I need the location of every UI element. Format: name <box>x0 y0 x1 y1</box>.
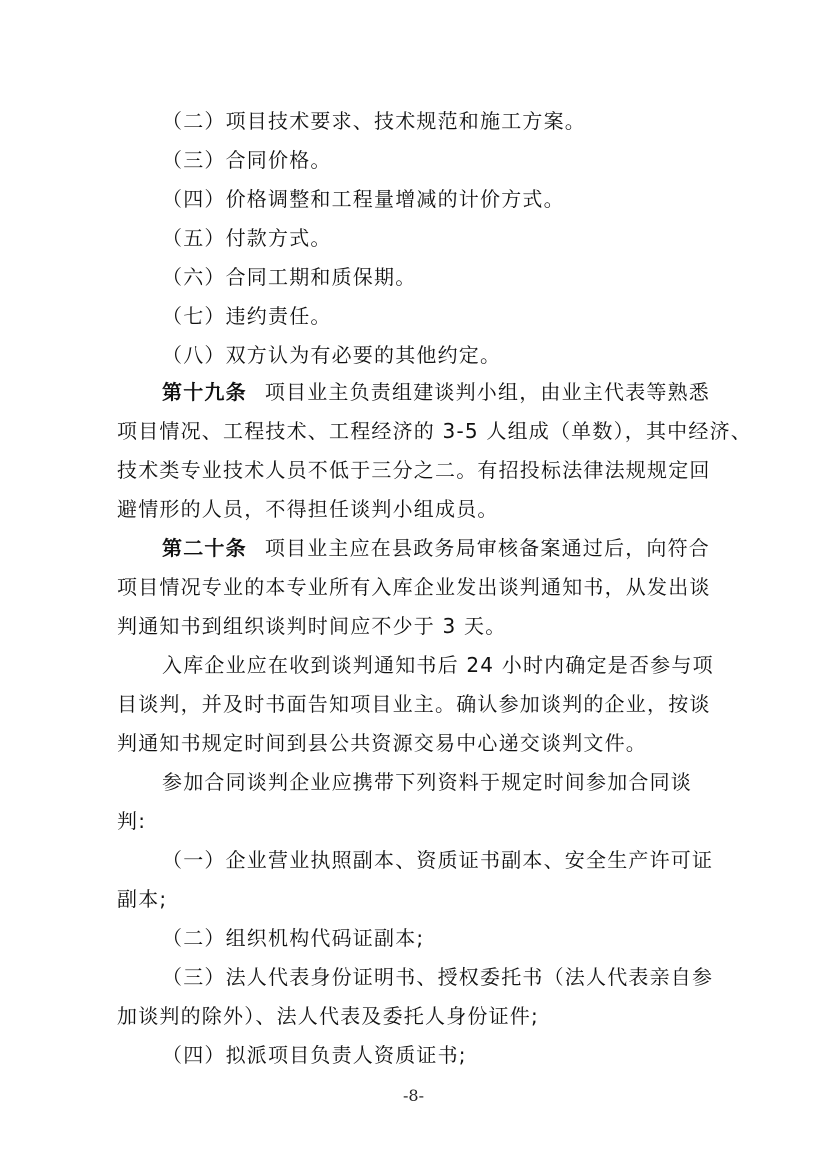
article-19-heading: 第十九条 <box>162 380 247 404</box>
list-item: （三）合同价格。 <box>162 148 332 172</box>
list-item: （五）付款方式。 <box>162 226 332 250</box>
list-item: （四）价格调整和工程量增减的计价方式。 <box>162 187 565 211</box>
list-item: （四）拟派项目负责人资质证书; <box>162 1043 467 1067</box>
paragraph-line: 目谈判，并及时书面告知项目业主。确认参加谈判的企业，按谈 <box>117 692 711 716</box>
paragraph-line: 判通知书规定时间到县公共资源交易中心递交谈判文件。 <box>117 731 647 755</box>
article-20-line: 判通知书到组织谈判时间应不少于 3 天。 <box>117 614 507 638</box>
article-20-heading: 第二十条 <box>162 536 247 560</box>
list-item: （二）项目技术要求、技术规范和施工方案。 <box>162 109 586 133</box>
list-item: （一）企业营业执照副本、资质证书副本、安全生产许可证 <box>162 848 714 872</box>
page-number: -8- <box>403 1086 424 1105</box>
list-item: （三）法人代表身份证明书、授权委托书（法人代表亲自参 <box>162 965 714 989</box>
list-item-continuation: 加谈判的除外）、法人代表及委托人身份证件; <box>117 1004 539 1028</box>
article-19-line: 避情形的人员，不得担任谈判小组成员。 <box>117 497 499 521</box>
article-20-line: 项目情况专业的本专业所有入库企业发出谈判通知书，从发出谈 <box>117 575 711 599</box>
list-item-continuation: 副本; <box>117 887 168 911</box>
article-19-line: 技术类专业技术人员不低于三分之二。有招投标法律法规规定回 <box>117 458 711 482</box>
paragraph-line: 判: <box>117 809 147 833</box>
list-item: （七）违约责任。 <box>162 304 332 328</box>
article-19-text: 项目业主负责组建谈判小组，由业主代表等熟悉 <box>264 380 711 404</box>
paragraph-line: 参加合同谈判企业应携带下列资料于规定时间参加合同谈 <box>162 770 692 794</box>
paragraph-line: 入库企业应在收到谈判通知书后 24 小时内确定是否参与项 <box>162 653 714 677</box>
article-19-first-line <box>162 379 710 405</box>
list-item: （六）合同工期和质保期。 <box>162 265 417 289</box>
article-20-text: 项目业主应在县政务局审核备案通过后，向符合 <box>264 536 711 560</box>
list-item: （二）组织机构代码证副本; <box>162 926 425 950</box>
article-19-line: 项目情况、工程技术、工程经济的 3-5 人组成（单数），其中经济、 <box>117 419 752 443</box>
article-20-first-line <box>162 535 710 561</box>
list-item: （八）双方认为有必要的其他约定。 <box>162 343 502 367</box>
